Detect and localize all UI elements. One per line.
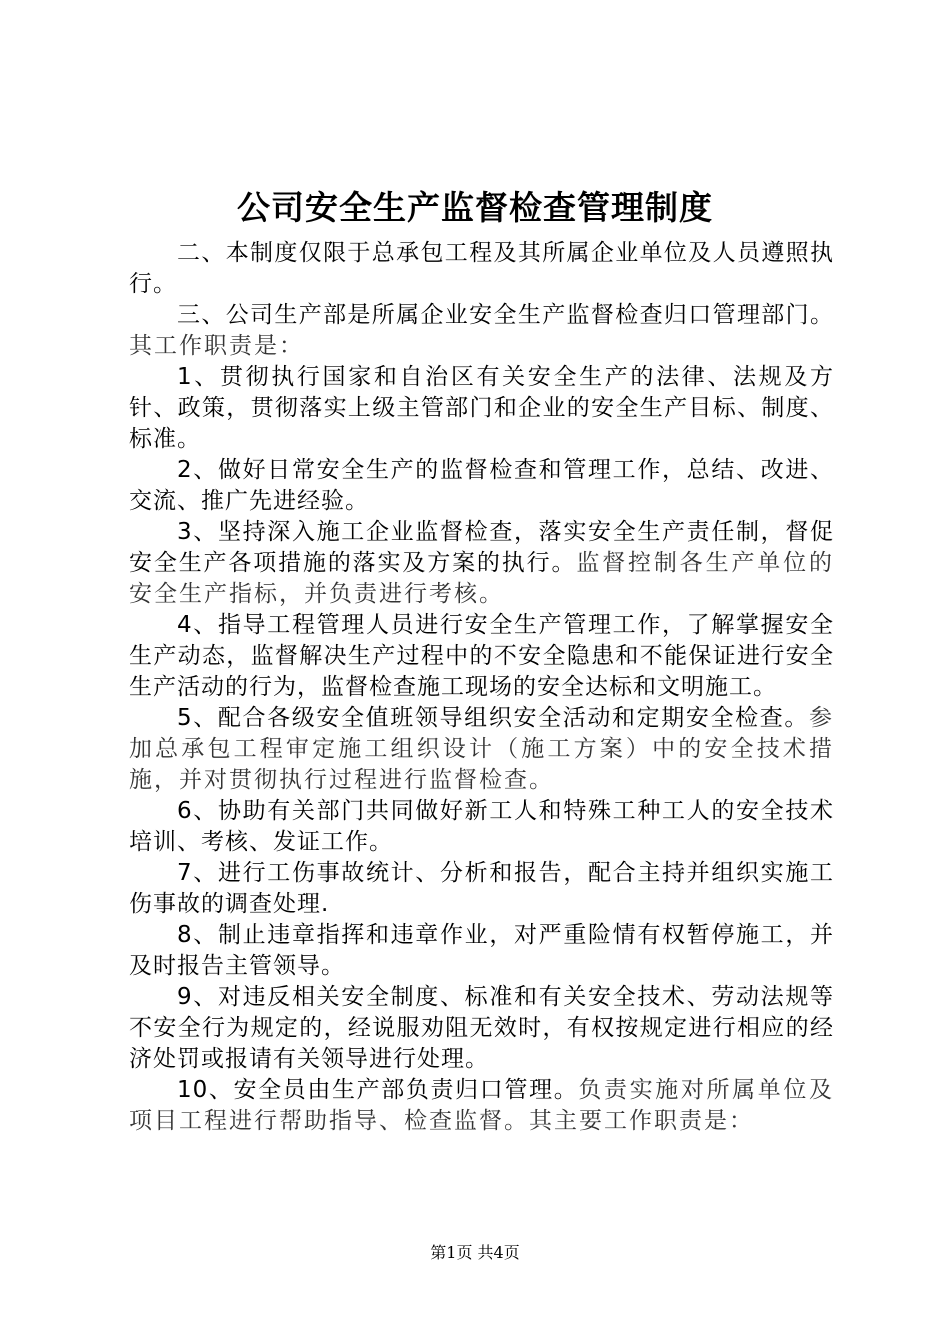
- paragraph-text: 2、做好日常安全生产的监督检查和管理工作，总结、改进、交流、推广先进经验。: [129, 457, 834, 514]
- paragraph-text: 1、贯彻执行国家和自治区有关安全生产的法律、法规及方针、政策，贯彻落实上级主管部门和企业的安全生产目标、制度、标准。: [129, 364, 834, 452]
- paragraph-1: [129, 238, 834, 300]
- paragraph-text: 9、对违反相关安全制度、标准和有关安全技术、劳动法规等不安全行为规定的，经说服劝阻无效时，有权按规定进行相应的经济处罚或报请有关领导进行处理。: [129, 984, 834, 1072]
- document-title: 公司安全生产监督检查管理制度: [237, 188, 713, 227]
- paragraph-extra-text: 参加总承包工程审定施工组织设计（施工方案）中的安全技术措施，并对贯彻执行过程进行监督检查。: [129, 705, 834, 793]
- paragraph-text: 5、配合各级安全值班领导组织安全活动和定期安全检查。: [177, 705, 809, 731]
- paragraph-text: 3、坚持深入施工企业监督检查，落实安全生产责任制，督促安全生产各项措施的落实及方案的执行。: [129, 519, 834, 576]
- paragraph-4: [129, 455, 834, 517]
- paragraph-text: 三、公司生产部是所属企业安全生产监督检查归口管理部门。: [177, 302, 834, 328]
- paragraph-5: [129, 517, 834, 610]
- paragraph-7: [129, 703, 834, 796]
- paragraph-extra-text: 其工作职责是：: [129, 333, 304, 359]
- paragraph-extra-text: 监督控制各生产单位的安全生产指标，并负责进行考核。: [129, 550, 835, 607]
- paragraph-text: 4、指导工程管理人员进行安全生产管理工作，了解掌握安全生产动态，监督解决生产过程中的不安全隐患和不能保证进行安全生产活动的行为，监督检查施工现场的安全达标和文明施工。: [129, 612, 834, 700]
- paragraph-10: [129, 920, 834, 982]
- paragraph-text: 8、制止违章指挥和违章作业，对严重险情有权暂停施工，并及时报告主管领导。: [129, 922, 834, 979]
- paragraph-text: 7、进行工伤事故统计、分析和报告，配合主持并组织实施工伤事故的调查处理.: [129, 860, 834, 917]
- paragraph-11: [129, 982, 834, 1075]
- paragraph-12: [129, 1075, 834, 1137]
- paragraph-text: 二、本制度仅限于总承包工程及其所属企业单位及人员遵照执行。: [129, 240, 834, 297]
- page-footer: 第1页 共4页: [430, 1243, 520, 1262]
- paragraph-9: [129, 858, 834, 920]
- paragraph-8: [129, 796, 834, 858]
- paragraph-6: [129, 610, 834, 703]
- paragraph-3: [129, 362, 834, 455]
- paragraph-2: [129, 300, 834, 362]
- document-body: [129, 238, 834, 1137]
- paragraph-extra-text: 负责实施对所属单位及项目工程进行帮助指导、检查监督。其主要工作职责是：: [129, 1077, 834, 1134]
- paragraph-text: 10、安全员由生产部负责归口管理。: [177, 1077, 579, 1103]
- paragraph-text: 6、协助有关部门共同做好新工人和特殊工种工人的安全技术培训、考核、发证工作。: [129, 798, 834, 855]
